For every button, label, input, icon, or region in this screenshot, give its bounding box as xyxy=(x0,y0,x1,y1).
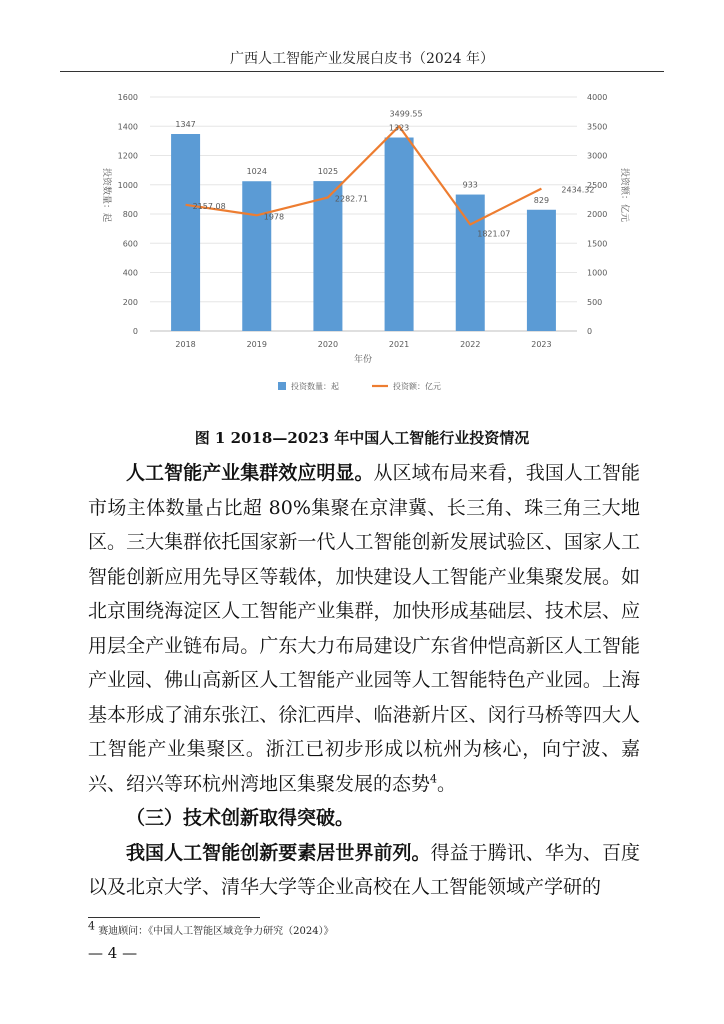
bar-data-label: 1025 xyxy=(317,167,339,177)
line-investment-amount xyxy=(186,123,542,224)
y-left-axis-title: 投资数量：起 xyxy=(101,167,111,223)
line-data-label: 2157.08 xyxy=(192,201,226,211)
paragraph-lead: 人工智能产业集群效应明显。 xyxy=(126,462,374,484)
x-tick-label: 2019 xyxy=(246,340,267,349)
y-right-axis-title: 投资额：亿元 xyxy=(619,167,629,223)
y-right-tick-label: 3000 xyxy=(587,151,608,161)
y-left-tick-label: 0 xyxy=(132,327,138,336)
y-left-tick-label: 1400 xyxy=(117,122,138,132)
legend-label-line: 投资额：亿元 xyxy=(393,382,441,391)
legend-swatch-bar xyxy=(278,382,286,390)
body-text xyxy=(88,456,640,905)
paragraph-end: 。 xyxy=(437,772,457,795)
line-data-label: 2434.32 xyxy=(561,185,595,195)
y-right-tick-label: 2000 xyxy=(587,210,608,219)
bar-investment-count xyxy=(313,181,342,331)
y-right-tick-label: 1000 xyxy=(587,268,608,278)
y-right-tick-label: 1500 xyxy=(587,239,608,249)
x-tick-label: 2021 xyxy=(388,340,410,349)
x-tick-label: 2023 xyxy=(531,340,552,349)
y-right-tick-label: 2500 xyxy=(587,180,608,190)
paragraph-text: 从区域布局来看，我国人工智能市场主体数量占比超 80%集聚在京津冀、长三角、珠三角三大地区。三大集群依托国家新一代人工智能创新发展试验区、国家人工智能创新应用先导区等载体，加快建设人工智能产业集聚发展。如北京围绕海淀区人工智能产业集群，加快形成基础层、技术层、应用层全产业链布局。广东大力布局建设广东省仲恺高新区人工智能产业园、佛山高新区人工智能产业园等人工智能特色产业园。上海基本形成了浦东张江、徐汇西岸、临港新片区、闵行马桥等四大人工智能产业集聚区。浙江已初步形成以杭州为核心，向宁波、嘉兴、绍兴等环杭州湾地区集聚发展的态势 xyxy=(88,462,640,795)
line-data-label: 1978 xyxy=(263,212,285,222)
paragraph-lead: 我国人工智能创新要素居世界前列。 xyxy=(126,841,431,864)
bar-data-label: 1024 xyxy=(246,167,267,177)
header-title: 广西人工智能产业发展白皮书（2024 年） xyxy=(229,51,495,67)
legend-label-bar: 投资数量：起 xyxy=(291,382,339,391)
y-left-tick-label: 1000 xyxy=(117,180,138,190)
footnote-mark: 4 xyxy=(88,919,95,933)
footnote-rule xyxy=(88,917,260,918)
x-tick-label: 2018 xyxy=(175,340,196,349)
bar-investment-count xyxy=(527,210,556,331)
y-right-tick-label: 0 xyxy=(587,327,593,336)
line-data-label: 3499.55 xyxy=(389,109,423,119)
bar-investment-count xyxy=(171,134,200,331)
investment-chart xyxy=(0,0,724,410)
figure-caption: 图 1 2018—2023 年中国人工智能行业投资情况 xyxy=(194,429,530,447)
y-left-tick-label: 200 xyxy=(122,297,138,307)
footnote-text: 赛迪顾问：《中国人工智能区域竞争力研究（2024）》 xyxy=(98,926,334,937)
y-right-tick-label: 3500 xyxy=(587,122,608,132)
x-tick-label: 2020 xyxy=(317,340,339,349)
bar-investment-count xyxy=(385,138,414,331)
y-left-tick-label: 800 xyxy=(122,210,138,219)
bar-data-label: 829 xyxy=(533,195,550,205)
bar-data-label: 1347 xyxy=(175,120,196,130)
y-right-tick-label: 500 xyxy=(587,297,603,307)
y-left-tick-label: 1600 xyxy=(117,93,138,102)
bar-data-label: 1323 xyxy=(388,123,410,133)
y-left-tick-label: 400 xyxy=(122,268,138,278)
paragraph-industry-clusters xyxy=(88,456,640,801)
x-axis-title: 年份 xyxy=(353,355,373,365)
paragraph-text: 得益于腾讯、华为、百度以及北京大学、清华大学等企业高校在人工智能领域产学研的 xyxy=(88,841,640,898)
y-left-tick-label: 600 xyxy=(122,239,138,249)
x-tick-label: 2022 xyxy=(460,340,481,349)
footnote xyxy=(88,919,334,937)
y-right-tick-label: 4000 xyxy=(587,93,608,102)
bar-data-label: 933 xyxy=(462,180,478,190)
paragraph-innovation xyxy=(88,836,640,905)
footnote-reference: 4 xyxy=(430,772,438,786)
bar-investment-count xyxy=(456,195,485,331)
y-left-tick-label: 1200 xyxy=(117,151,138,161)
page-number: — 4 — xyxy=(88,944,138,962)
section-heading: （三）技术创新取得突破。 xyxy=(126,807,355,829)
bar-investment-count xyxy=(242,181,271,331)
line-data-label: 2282.71 xyxy=(334,194,369,204)
line-data-label: 1821.07 xyxy=(477,229,511,239)
